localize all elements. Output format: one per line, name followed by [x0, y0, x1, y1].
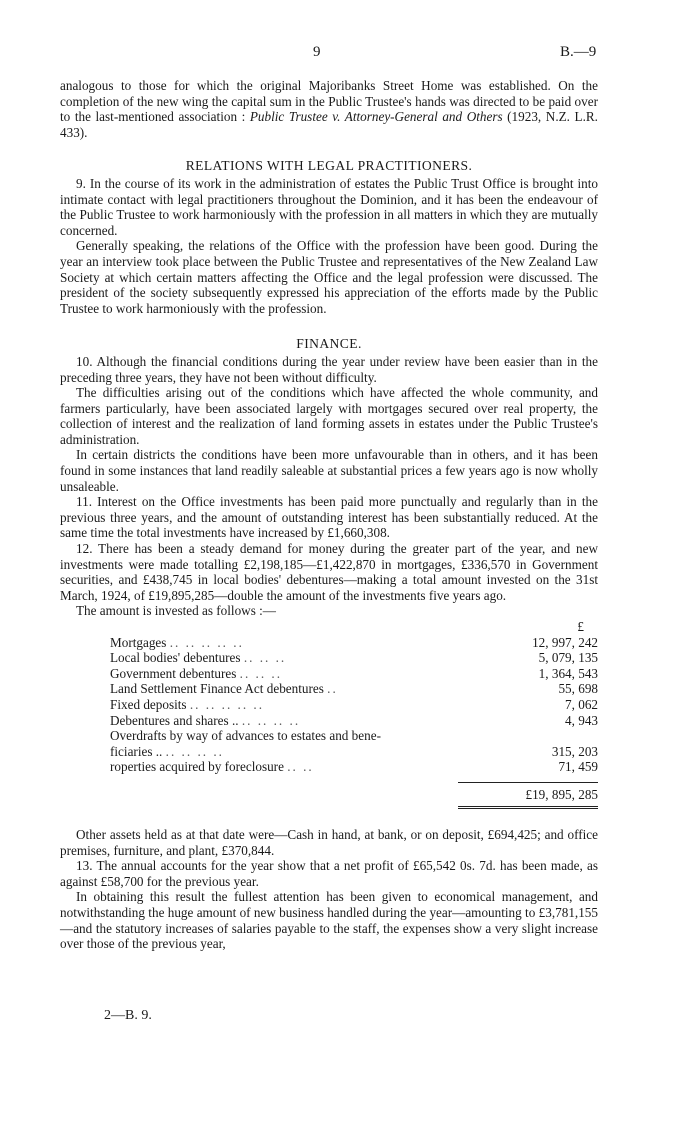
leader-dots: .. .. .. .. ..	[169, 634, 244, 650]
paragraph-9: 9. In the course of its work in the administration of estates the Public Trust Office is brought into intimate contact with legal practitioners throughout the Dominion, and it has been the endeavour of the Public Trustee to work harmoniously with the profession in all matters in which they are mutually concerned.	[60, 175, 598, 238]
paragraph-other-assets: Other assets held as at that date were—Cash in hand, at bank, or on deposit, £694,425; and office premises, furniture, and plant, £370,844.	[60, 827, 598, 858]
leader-dots: .. .. .. ..	[241, 712, 301, 728]
investment-amount: 7, 062	[565, 696, 598, 712]
investments-table	[110, 619, 598, 809]
currency-symbol: £	[577, 619, 584, 634]
total-row	[110, 783, 598, 808]
leader-dots: .. .. .. ..	[165, 743, 224, 759]
investment-label: ficiaries ..	[110, 743, 163, 759]
document-reference: B.—9	[560, 44, 597, 60]
spacer	[60, 809, 598, 827]
leader-dots: ..	[327, 681, 338, 697]
paragraph-11: 11. Interest on the Office investments has been paid more punctually and regularly than in the previous three years, and the amount of outstanding interest has been substantially reduced. At the same time the total investments have increased by £1,660,308.	[60, 494, 598, 541]
investment-amount: 5, 079, 135	[538, 650, 598, 666]
table-row	[110, 697, 598, 713]
investment-amount: 1, 364, 543	[538, 665, 598, 681]
leader-dots: .. .. ..	[243, 650, 287, 666]
page-signature: 2—B. 9.	[104, 1008, 152, 1023]
section-heading-legal: RELATIONS WITH LEGAL PRACTITIONERS.	[185, 158, 473, 174]
table-row	[110, 728, 598, 744]
investments-intro: The amount is invested as follows :—	[76, 603, 276, 619]
table-row	[110, 713, 598, 729]
leader-dots: .. .. .. .. ..	[189, 696, 265, 712]
table-spacer	[110, 775, 598, 783]
investment-label: Local bodies' debentures	[110, 650, 241, 666]
table-row	[110, 619, 598, 635]
investment-amount: 12, 997, 242	[532, 634, 598, 650]
leader-dots: .. .. ..	[239, 665, 283, 681]
investment-label: Government debentures	[110, 665, 237, 681]
paragraph-13: 13. The annual accounts for the year show that a net profit of £65,542 0s. 7d. has been made, as against £58,700 for the previous year.	[60, 858, 598, 889]
paragraph-finance-2: The difficulties arising out of the conditions which have affected the whole community, and farmers particularly, have been associated largely with mortgages secured over real property, the collection of interest and the realization of land forming assets in estates under the Public Trustee's administration.	[60, 385, 598, 447]
investment-label: Mortgages	[110, 634, 167, 650]
paragraph-12: 12. There has been a steady demand for money during the greater part of the year, and new investments were made totalling £2,198,185—£1,422,870 in mortgages, £336,570 in Government securities, and £438,745 in local bodies' debentures—making a total amount invested on the 31st March, 1924, of £19,895,285—double the amount of the investments five years ago.	[60, 541, 598, 603]
leader-dots: .. ..	[287, 759, 314, 775]
investment-label: Land Settlement Finance Act debentures	[110, 681, 324, 697]
case-citation: Public Trustee v. Attorney-General and Others	[249, 109, 503, 125]
table-row	[110, 759, 598, 775]
paragraph-10: 10. Although the financial conditions during the year under review have been easier than in the preceding three years, they have not been without difficulty.	[60, 353, 598, 385]
investment-label: Debentures and shares ..	[110, 712, 239, 728]
paragraph-expenses: In obtaining this result the fullest attention has been given to economical management, and notwithstanding the huge amount of new business handled during the year—amounting to £3,781,155—and the statutory increases of salaries payable to the staff, the expenses show a very slight increase over those of the previous year,	[60, 889, 598, 952]
table-row	[110, 650, 598, 666]
case-citation-ref: (1923, N.Z. L.R. 433).	[60, 109, 598, 140]
investment-amount: 55, 698	[558, 681, 598, 697]
intro-text: analogous to those for which the original Majoribanks Street Home was established. On the completion of the new wing the capital sum in the Public Trustee's hands was directed to be paid over to the last-mentioned association :	[60, 78, 598, 125]
investment-label: Overdrafts by way of advances to estates and bene-	[110, 728, 381, 744]
intro-paragraph	[60, 78, 598, 140]
page-number: 9	[313, 44, 321, 60]
investment-amount: 315, 203	[551, 743, 598, 759]
paragraph-finance-3: In certain districts the conditions have been more unfavourable than in others, and it has been found in some instances that land readily saleable at substantial prices a few years ago is now wholly unsaleable.	[60, 447, 598, 494]
investment-amount: 71, 459	[558, 759, 598, 775]
investments-total: £19, 895, 285	[458, 783, 598, 808]
investment-label: Fixed deposits	[110, 696, 187, 712]
table-row	[110, 635, 598, 651]
section-heading-finance: FINANCE.	[296, 336, 362, 352]
table-row	[110, 681, 598, 697]
table-row	[110, 666, 598, 682]
investment-amount: 4, 943	[565, 712, 598, 728]
investment-label: roperties acquired by foreclosure	[110, 759, 284, 775]
table-row	[110, 744, 598, 760]
paragraph-legal-2: Generally speaking, the relations of the Office with the profession have been good. During the year an interview took place between the Public Trustee and representatives of the New Zealand Law Society at which certain matters affecting the Office and the legal profession were discussed. The president of the society subsequently expressed his appreciation of the efforts made by the Public Trustee to work harmoniously with the profession.	[60, 238, 598, 316]
investment-amount	[458, 728, 598, 744]
body-text	[60, 78, 598, 952]
